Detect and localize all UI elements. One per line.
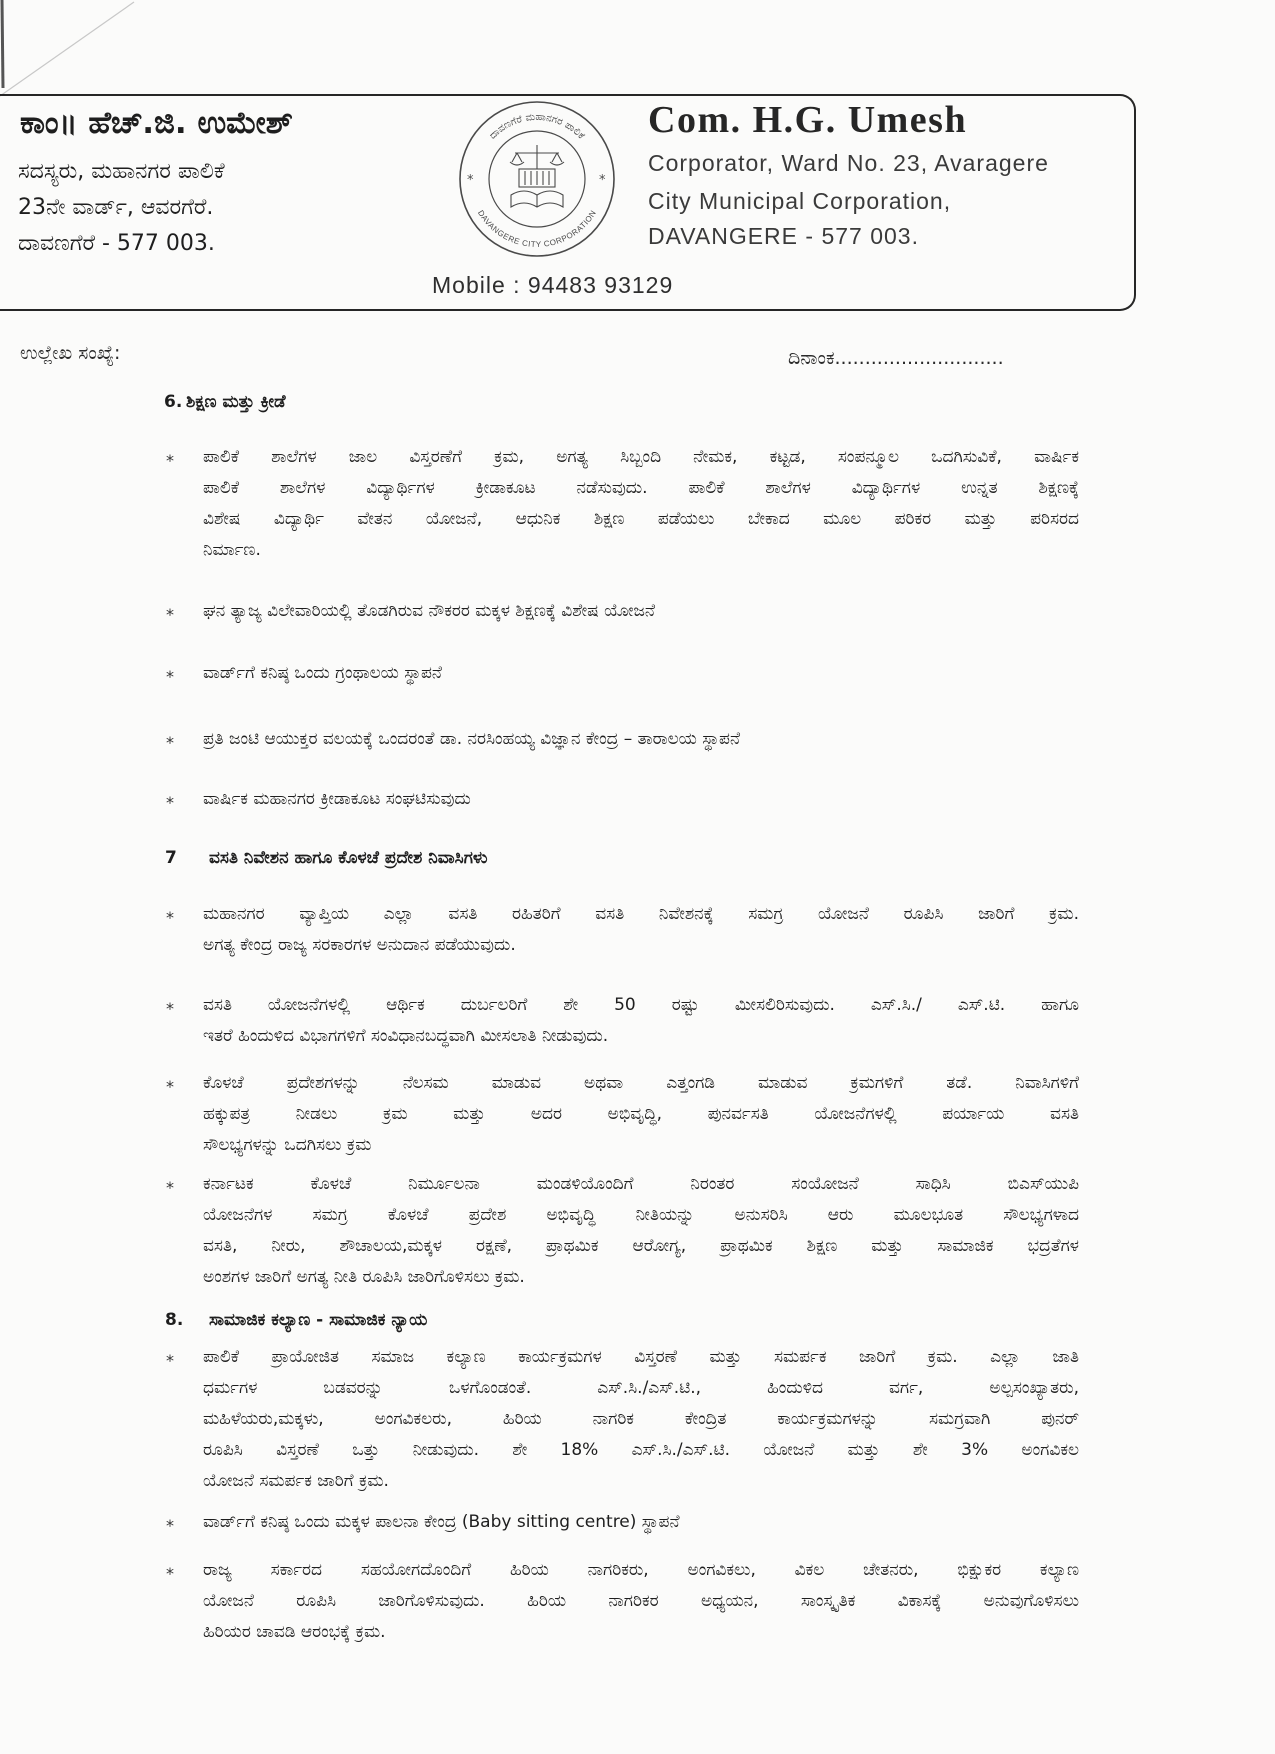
date-label: ದಿನಾಂಕ............................	[788, 347, 1004, 369]
list-item-line: ಇತರೆ ಹಿಂದುಳಿದ ವಿಭಾಗಗಳಿಗೆ ಸಂವಿಧಾನಬದ್ಧವಾಗಿ ಮೀಸಲಾತಿ ನೀಡುವುದು.	[203, 1026, 609, 1046]
kannada-ward: 23ನೇ ವಾರ್ಡ್, ಆವರಗೆರೆ.	[18, 195, 214, 220]
bullet-icon: *	[166, 733, 174, 752]
section-heading	[0, 1305, 1275, 1336]
list-item-line: ಮಹಾನಗರ ವ್ಯಾಪ್ತಿಯ ಎಲ್ಲಾ ವಸತಿ ರಹಿತರಿಗೆ ವಸತಿ ನಿವೇಶನಕ್ಕೆ ಸಮಗ್ರ ಯೋಜನೆ ರೂಪಿಸಿ ಜಾರಿಗೆ ಕ್ರಮ.	[203, 904, 1079, 924]
list-item-line: ಯೋಜನೆ ರೂಪಿಸಿ ಜಾರಿಗೊಳಿಸುವುದು. ಹಿರಿಯ ನಾಗರಿಕರ ಅಧ್ಯಯನ, ಸಾಂಸ್ಕೃತಿಕ ವಿಕಾಸಕ್ಕೆ ಅನುವುಗೊಳಿಸಲು	[203, 1591, 1079, 1611]
seal-top-text: ದಾವಣಗೆರೆ ಮಹಾನಗರ ಪಾಲಿಕೆ	[487, 111, 587, 142]
list-item-line: ಯೋಜನೆ ಸಮರ್ಪಕ ಜಾರಿಗೆ ಕ್ರಮ.	[203, 1471, 389, 1491]
reference-number-label: ಉಲ್ಲೇಖ ಸಂಖ್ಯೆ:	[20, 342, 121, 364]
seal-star-left: *	[467, 173, 474, 188]
bullet-icon: *	[166, 1516, 174, 1535]
bullet-icon: *	[166, 605, 174, 624]
list-item-line: ಸೌಲಭ್ಯಗಳನ್ನು ಒದಗಿಸಲು ಕ್ರಮ	[203, 1135, 372, 1155]
english-corporation: City Municipal Corporation,	[648, 188, 952, 214]
bullet-icon: *	[166, 1077, 174, 1096]
list-item-line: ಕೊಳಚೆ ಪ್ರದೇಶಗಳನ್ನು ನೆಲಸಮ ಮಾಡುವ ಅಥವಾ ಎತ್ತಂಗಡಿ ಮಾಡುವ ಕ್ರಮಗಳಿಗೆ ತಡೆ. ನಿವಾಸಿಗಳಿಗೆ	[203, 1073, 1079, 1093]
english-city: DAVANGERE - 577 003.	[648, 223, 919, 249]
english-designation: Corporator, Ward No. 23, Avaragere	[648, 150, 1049, 176]
list-item-line: ವಾರ್ಷಿಕ ಮಹಾನಗರ ಕ್ರೀಡಾಕೂಟ ಸಂಘಟಿಸುವುದು	[203, 789, 471, 809]
list-item-line: ಪಾಲಿಕೆ ಶಾಲೆಗಳ ಜಾಲ ವಿಸ್ತರಣೆಗೆ ಕ್ರಮ, ಅಗತ್ಯ ಸಿಬ್ಬಂದಿ ನೇಮಕ, ಕಟ್ಟಡ, ಸಂಪನ್ಮೂಲ ಒದಗಿಸುವಿಕೆ, ವಾರ್ಷಿಕ	[203, 447, 1079, 467]
list-item-line: ವಾರ್ಡ್‌ಗೆ ಕನಿಷ್ಠ ಒಂದು ಗ್ರಂಥಾಲಯ ಸ್ಥಾಪನೆ	[203, 663, 442, 683]
list-item-line: ಧರ್ಮಗಳ ಬಡವರನ್ನು ಒಳಗೊಂಡಂತೆ. ಎಸ್.ಸಿ./ಎಸ್.ಟಿ., ಹಿಂದುಳಿದ ವರ್ಗ, ಅಲ್ಪಸಂಖ್ಯಾತರು,	[203, 1378, 1079, 1398]
list-item-line: ಯೋಜನೆಗಳ ಸಮಗ್ರ ಕೊಳಚೆ ಪ್ರದೇಶ ಅಭಿವೃದ್ಧಿ ನೀತಿಯನ್ನು ಅನುಸರಿಸಿ ಆರು ಮೂಲಭೂತ ಸೌಲಭ್ಯಗಳಾದ	[203, 1205, 1079, 1225]
bullet-icon: *	[166, 908, 174, 927]
list-item-line: ಮಹಿಳೆಯರು,ಮಕ್ಕಳು, ಅಂಗವಿಕಲರು, ಹಿರಿಯ ನಾಗರಿಕ ಕೇಂದ್ರಿತ ಕಾರ್ಯಕ್ರಮಗಳನ್ನು ಸಮಗ್ರವಾಗಿ ಪುನರ್	[203, 1409, 1079, 1429]
bullet-icon: *	[166, 999, 174, 1018]
bullet-icon: *	[166, 1564, 174, 1583]
section-number: 6.	[164, 392, 183, 412]
bullet-icon: *	[166, 1351, 174, 1370]
section-title: ವಸತಿ ನಿವೇಶನ ಹಾಗೂ ಕೊಳಚೆ ಪ್ರದೇಶ ನಿವಾಸಿಗಳು	[209, 848, 488, 868]
kannada-designation: ಸದಸ್ಯರು, ಮಹಾನಗರ ಪಾಲಿಕೆ	[18, 159, 225, 184]
list-item-line: ಪ್ರತಿ ಜಂಟಿ ಆಯುಕ್ತರ ವಲಯಕ್ಕೆ ಒಂದರಂತೆ ಡಾ. ನರಸಿಂಹಯ್ಯ ವಿಜ್ಞಾನ ಕೇಂದ್ರ – ತಾರಾಲಯ ಸ್ಥಾಪನೆ	[203, 729, 741, 749]
bullet-icon: *	[166, 451, 174, 470]
list-item-line: ರಾಜ್ಯ ಸರ್ಕಾರದ ಸಹಯೋಗದೊಂದಿಗೆ ಹಿರಿಯ ನಾಗರಿಕರು, ಅಂಗವಿಕಲು, ವಿಕಲ ಚೇತನರು, ಭಿಕ್ಷುಕರ ಕಲ್ಯಾಣ	[203, 1560, 1079, 1580]
list-item-line: ವಸತಿ ಯೋಜನೆಗಳಲ್ಲಿ ಆರ್ಥಿಕ ದುರ್ಬಲರಿಗೆ ಶೇ 50 ರಷ್ಟು ಮೀಸಲಿರಿಸುವುದು. ಎಸ್.ಸಿ./ ಎಸ್.ಟಿ. ಹಾಗೂ	[203, 995, 1079, 1015]
list-item-line: ನಿರ್ಮಾಣ.	[203, 540, 261, 560]
section-heading	[0, 843, 1275, 874]
list-item-line: ವಾರ್ಡ್‌ಗೆ ಕನಿಷ್ಠ ಒಂದು ಮಕ್ಕಳ ಪಾಲನಾ ಕೇಂದ್ರ (Baby sitting centre) ಸ್ಥಾಪನೆ	[203, 1512, 680, 1532]
english-name: Com. H.G. Umesh	[648, 99, 968, 141]
list-item-line: ಘನ ತ್ಯಾಜ್ಯ ವಿಲೇವಾರಿಯಲ್ಲಿ ತೊಡಗಿರುವ ನೌಕರರ ಮಕ್ಕಳ ಶಿಕ್ಷಣಕ್ಕೆ ವಿಶೇಷ ಯೋಜನೆ	[203, 601, 656, 621]
bullet-icon: *	[166, 667, 174, 686]
emblem-icon	[510, 145, 564, 207]
list-item-line: ಪಾಲಿಕೆ ಶಾಲೆಗಳ ವಿದ್ಯಾರ್ಥಿಗಳ ಕ್ರೀಡಾಕೂಟ ನಡೆಸುವುದು. ಪಾಲಿಕೆ ಶಾಲೆಗಳ ವಿದ್ಯಾರ್ಥಿಗಳ ಉನ್ನತ ಶಿಕ್ಷಣಕ್ಕೆ	[203, 478, 1079, 498]
bullet-icon: *	[166, 1178, 174, 1197]
list-item-line: ಅಂಶಗಳ ಜಾರಿಗೆ ಅಗತ್ಯ ನೀತಿ ರೂಪಿಸಿ ಜಾರಿಗೊಳಿಸಲು ಕ್ರಮ.	[203, 1267, 525, 1287]
section-title: ಶಿಕ್ಷಣ ಮತ್ತು ಕ್ರೀಡೆ	[186, 392, 286, 412]
section-number: 7	[165, 848, 177, 868]
list-item-line: ಅಗತ್ಯ ಕೇಂದ್ರ ರಾಜ್ಯ ಸರಕಾರಗಳ ಅನುದಾನ ಪಡೆಯುವುದು.	[203, 935, 516, 955]
mobile-number: Mobile : 94483 93129	[432, 272, 674, 298]
list-item-line: ಹಿರಿಯರ ಚಾವಡಿ ಆರಂಭಕ್ಕೆ ಕ್ರಮ.	[203, 1622, 386, 1642]
section-heading	[0, 387, 1275, 418]
section-title: ಸಾಮಾಜಿಕ ಕಲ್ಯಾಣ - ಸಾಮಾಜಿಕ ನ್ಯಾಯ	[209, 1310, 428, 1330]
list-item-line: ಹಕ್ಕುಪತ್ರ ನೀಡಲು ಕ್ರಮ ಮತ್ತು ಅದರ ಅಭಿವೃದ್ಧಿ, ಪುನರ್ವಸತಿ ಯೋಜನೆಗಳಲ್ಲಿ ಪರ್ಯಾಯ ವಸತಿ	[203, 1104, 1079, 1124]
bullet-icon: *	[166, 793, 174, 812]
kannada-name: ಕಾಂ॥ ಹೆಚ್.ಜಿ. ಉಮೇಶ್	[20, 105, 293, 141]
section-number: 8.	[165, 1310, 184, 1330]
corporation-seal-icon	[457, 99, 617, 259]
list-item-line: ವಸತಿ, ನೀರು, ಶೌಚಾಲಯ,ಮಕ್ಕಳ ರಕ್ಷಣೆ, ಪ್ರಾಥಮಿಕ ಆರೋಗ್ಯ, ಪ್ರಾಥಮಿಕ ಶಿಕ್ಷಣ ಮತ್ತು ಸಾಮಾಜಿಕ ಭದ್ರತೆಗಳ	[203, 1236, 1079, 1256]
list-item-line: ಕರ್ನಾಟಕ ಕೊಳಚೆ ನಿರ್ಮೂಲನಾ ಮಂಡಳಿಯೊಂದಿಗೆ ನಿರಂತರ ಸಂಯೋಜನೆ ಸಾಧಿಸಿ ಬಿಎಸ್‌ಯುಪಿ	[203, 1174, 1079, 1194]
list-item-line: ರೂಪಿಸಿ ವಿಸ್ತರಣೆ ಒತ್ತು ನೀಡುವುದು. ಶೇ 18% ಎಸ್.ಸಿ./ಎಸ್.ಟಿ. ಯೋಜನೆ ಮತ್ತು ಶೇ 3% ಅಂಗವಿಕಲ	[203, 1440, 1079, 1460]
seal-bottom-text: DAVANGERE CITY CORPORATION	[475, 208, 599, 250]
kannada-city: ದಾವಣಗೆರೆ - 577 003.	[18, 231, 215, 256]
seal-star-right: *	[599, 173, 606, 188]
list-item-line: ಪಾಲಿಕೆ ಪ್ರಾಯೋಜಿತ ಸಮಾಜ ಕಲ್ಯಾಣ ಕಾರ್ಯಕ್ರಮಗಳ ವಿಸ್ತರಣೆ ಮತ್ತು ಸಮರ್ಪಕ ಜಾರಿಗೆ ಕ್ರಮ. ಎಲ್ಲಾ ಜಾತಿ	[203, 1347, 1079, 1367]
list-item-line: ವಿಶೇಷ ವಿದ್ಯಾರ್ಥಿ ವೇತನ ಯೋಜನೆ, ಆಧುನಿಕ ಶಿಕ್ಷಣ ಪಡೆಯಲು ಬೇಕಾದ ಮೂಲ ಪರಿಕರ ಮತ್ತು ಪರಿಸರದ	[203, 509, 1079, 529]
